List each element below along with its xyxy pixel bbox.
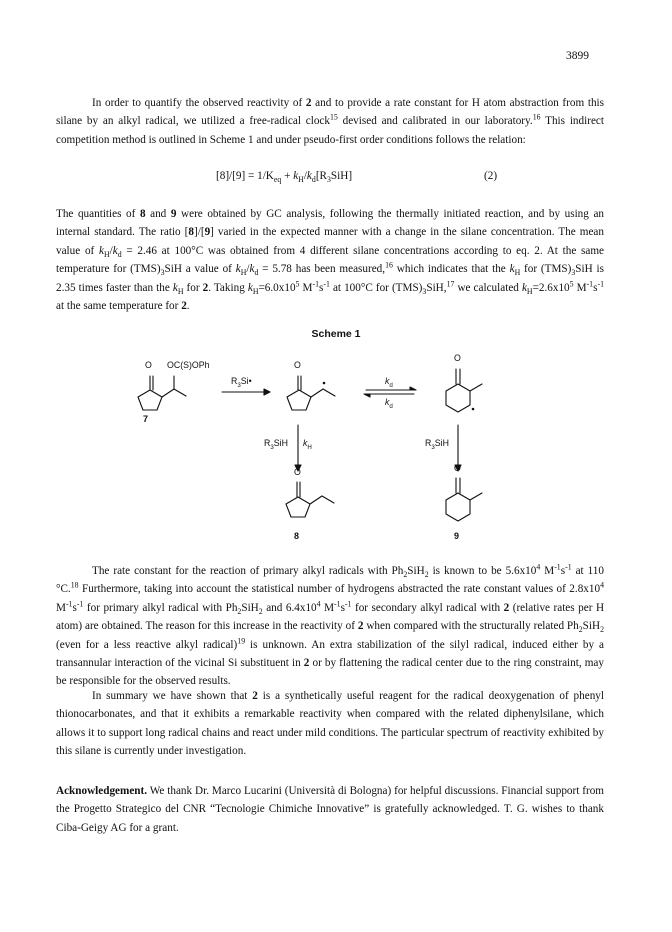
equation-number: (2)	[484, 170, 498, 182]
oxygen-label-cyclohexyl: O	[454, 353, 461, 363]
paragraph-results: The quantities of 8 and 9 were obtained by GC analysis, following the thermally initiated reaction, and by using an internal standard. The ratio [8]/[9] varied in the expected manner with a change in the silane concentration. The mean value of $k_H/k_d = 2.46$ at 100°C was obtained from 4 different silane concentrations according to eq. 2. At the same temperature for $(TMS)_3SiH$ a value of $k_H/k_d = 5.78$ has been measured,$^{16}$ which indicates that the $k_H$ for $(TMS)_3SiH$ is 2.35 times faster than the $k_H$ for 2. Taking $k_H=6.0x10^5$ $M^{-1}s^{-1}$ at 100°C for $(TMS)_3SiH,^{17}$ we calculated $k_H=2.6x10^5$ $M^{-1}s^{-1}$ at the same temperature for 2.	[56, 208, 605, 313]
cyclohexanone-radical-structure	[446, 369, 482, 412]
oxygen-label-8: O	[294, 467, 301, 477]
equation-2: $[8]/[9] = 1/K_{eq} + k_H/k_d[R_3SiH]$	[216, 170, 353, 185]
page-number: 3899	[566, 50, 589, 62]
compound-9-label: 9	[454, 531, 460, 541]
acknowledgement-body: We thank Dr. Marco Lucarini (Università di Bologna) for helpful discussions. Financial support from the Progetto Strategico del CNR “Tecnologie Chimiche Innovative” is gratefully acknowledged. T. G. wishes to thank Ciba-Geigy AG for a grant.	[56, 785, 604, 834]
acknowledgement-heading: Acknowledgement.	[56, 785, 148, 797]
paragraph-intro: In order to quantify the observed reactivity of 2 and to provide a rate constant for H atom abstraction from this silane by an alkyl radical, we utilized a free-radical clock$^{15}$ devised and calibrated in our laboratory.$^{16}$ This indirect competition method is outlined in Scheme 1 and under pseudo-first order conditions follows the relation:	[56, 97, 605, 146]
right-trap-reagent: $R_3SiH$	[425, 438, 449, 451]
left-trap-k: $k_H$	[303, 438, 312, 451]
oxygen-label-radical: O	[294, 360, 301, 370]
compound-7-label: 7	[143, 414, 149, 424]
compound-8-structure	[286, 482, 334, 517]
paragraph-summary: In summary we have shown that 2 is a synthetically useful reagent for the radical deoxygenation of phenyl thionocarbonates, and that it exhibits a remarkable reactivity when compared with the related diphenylsilane, which allows it to support long radical chains and react under mild conditions. The particular spectrum of reactivity exhibited by this silane is currently under investigation.	[56, 690, 605, 758]
paragraph-discussion: The rate constant for the reaction of primary alkyl radicals with $Ph_2SiH_2$ is known to be $5.6x10^4$ $M^{-1}s^{-1}$ at 110 °C.$^{18}$ Furthermore, taking into account the statistical number of hydrogens abstracted the rate constant values of $2.8x10^4$ $M^{-1}s^{-1}$ for primary alkyl radical with $Ph_2SiH_2$ and $6.4x10^4$ $M^{-1}s^{-1}$ for secondary alkyl radical with 2 (relative rates per H atom) are obtained. The reason for this increase in the reactivity of 2 when compared with the structurally related $Ph_2SiH_2$ (even for a less reactive alkyl radical)$^{19}$ is unknown. An extra stabilization of the silyl radical, induced either by a transannular interaction of the vicinal Si substituent in 2 or by flattening the radical center due to the ring constraint, may be responsible for the observed results.	[56, 562, 605, 688]
scheme-title: Scheme 1	[311, 328, 361, 340]
left-trap-reagent: $R_3SiH$	[264, 438, 288, 451]
radical-dot-2	[472, 408, 475, 411]
oxygen-label-7: O	[145, 360, 152, 370]
radical-dot	[323, 382, 326, 385]
oxygen-label-9: O	[454, 463, 461, 473]
compound-9-structure	[446, 478, 482, 521]
radical-intermediate-structure	[287, 376, 335, 410]
forward-k-label: $k_d$	[385, 376, 393, 389]
reverse-k-label: $k_d$	[385, 397, 393, 410]
compound-7-structure	[138, 376, 186, 410]
reagent-label: $R_3Si•$	[231, 376, 252, 389]
compound-8-label: 8	[294, 531, 300, 541]
acknowledgement	[56, 782, 604, 837]
substituent-label: OC(S)OPh	[167, 360, 210, 370]
